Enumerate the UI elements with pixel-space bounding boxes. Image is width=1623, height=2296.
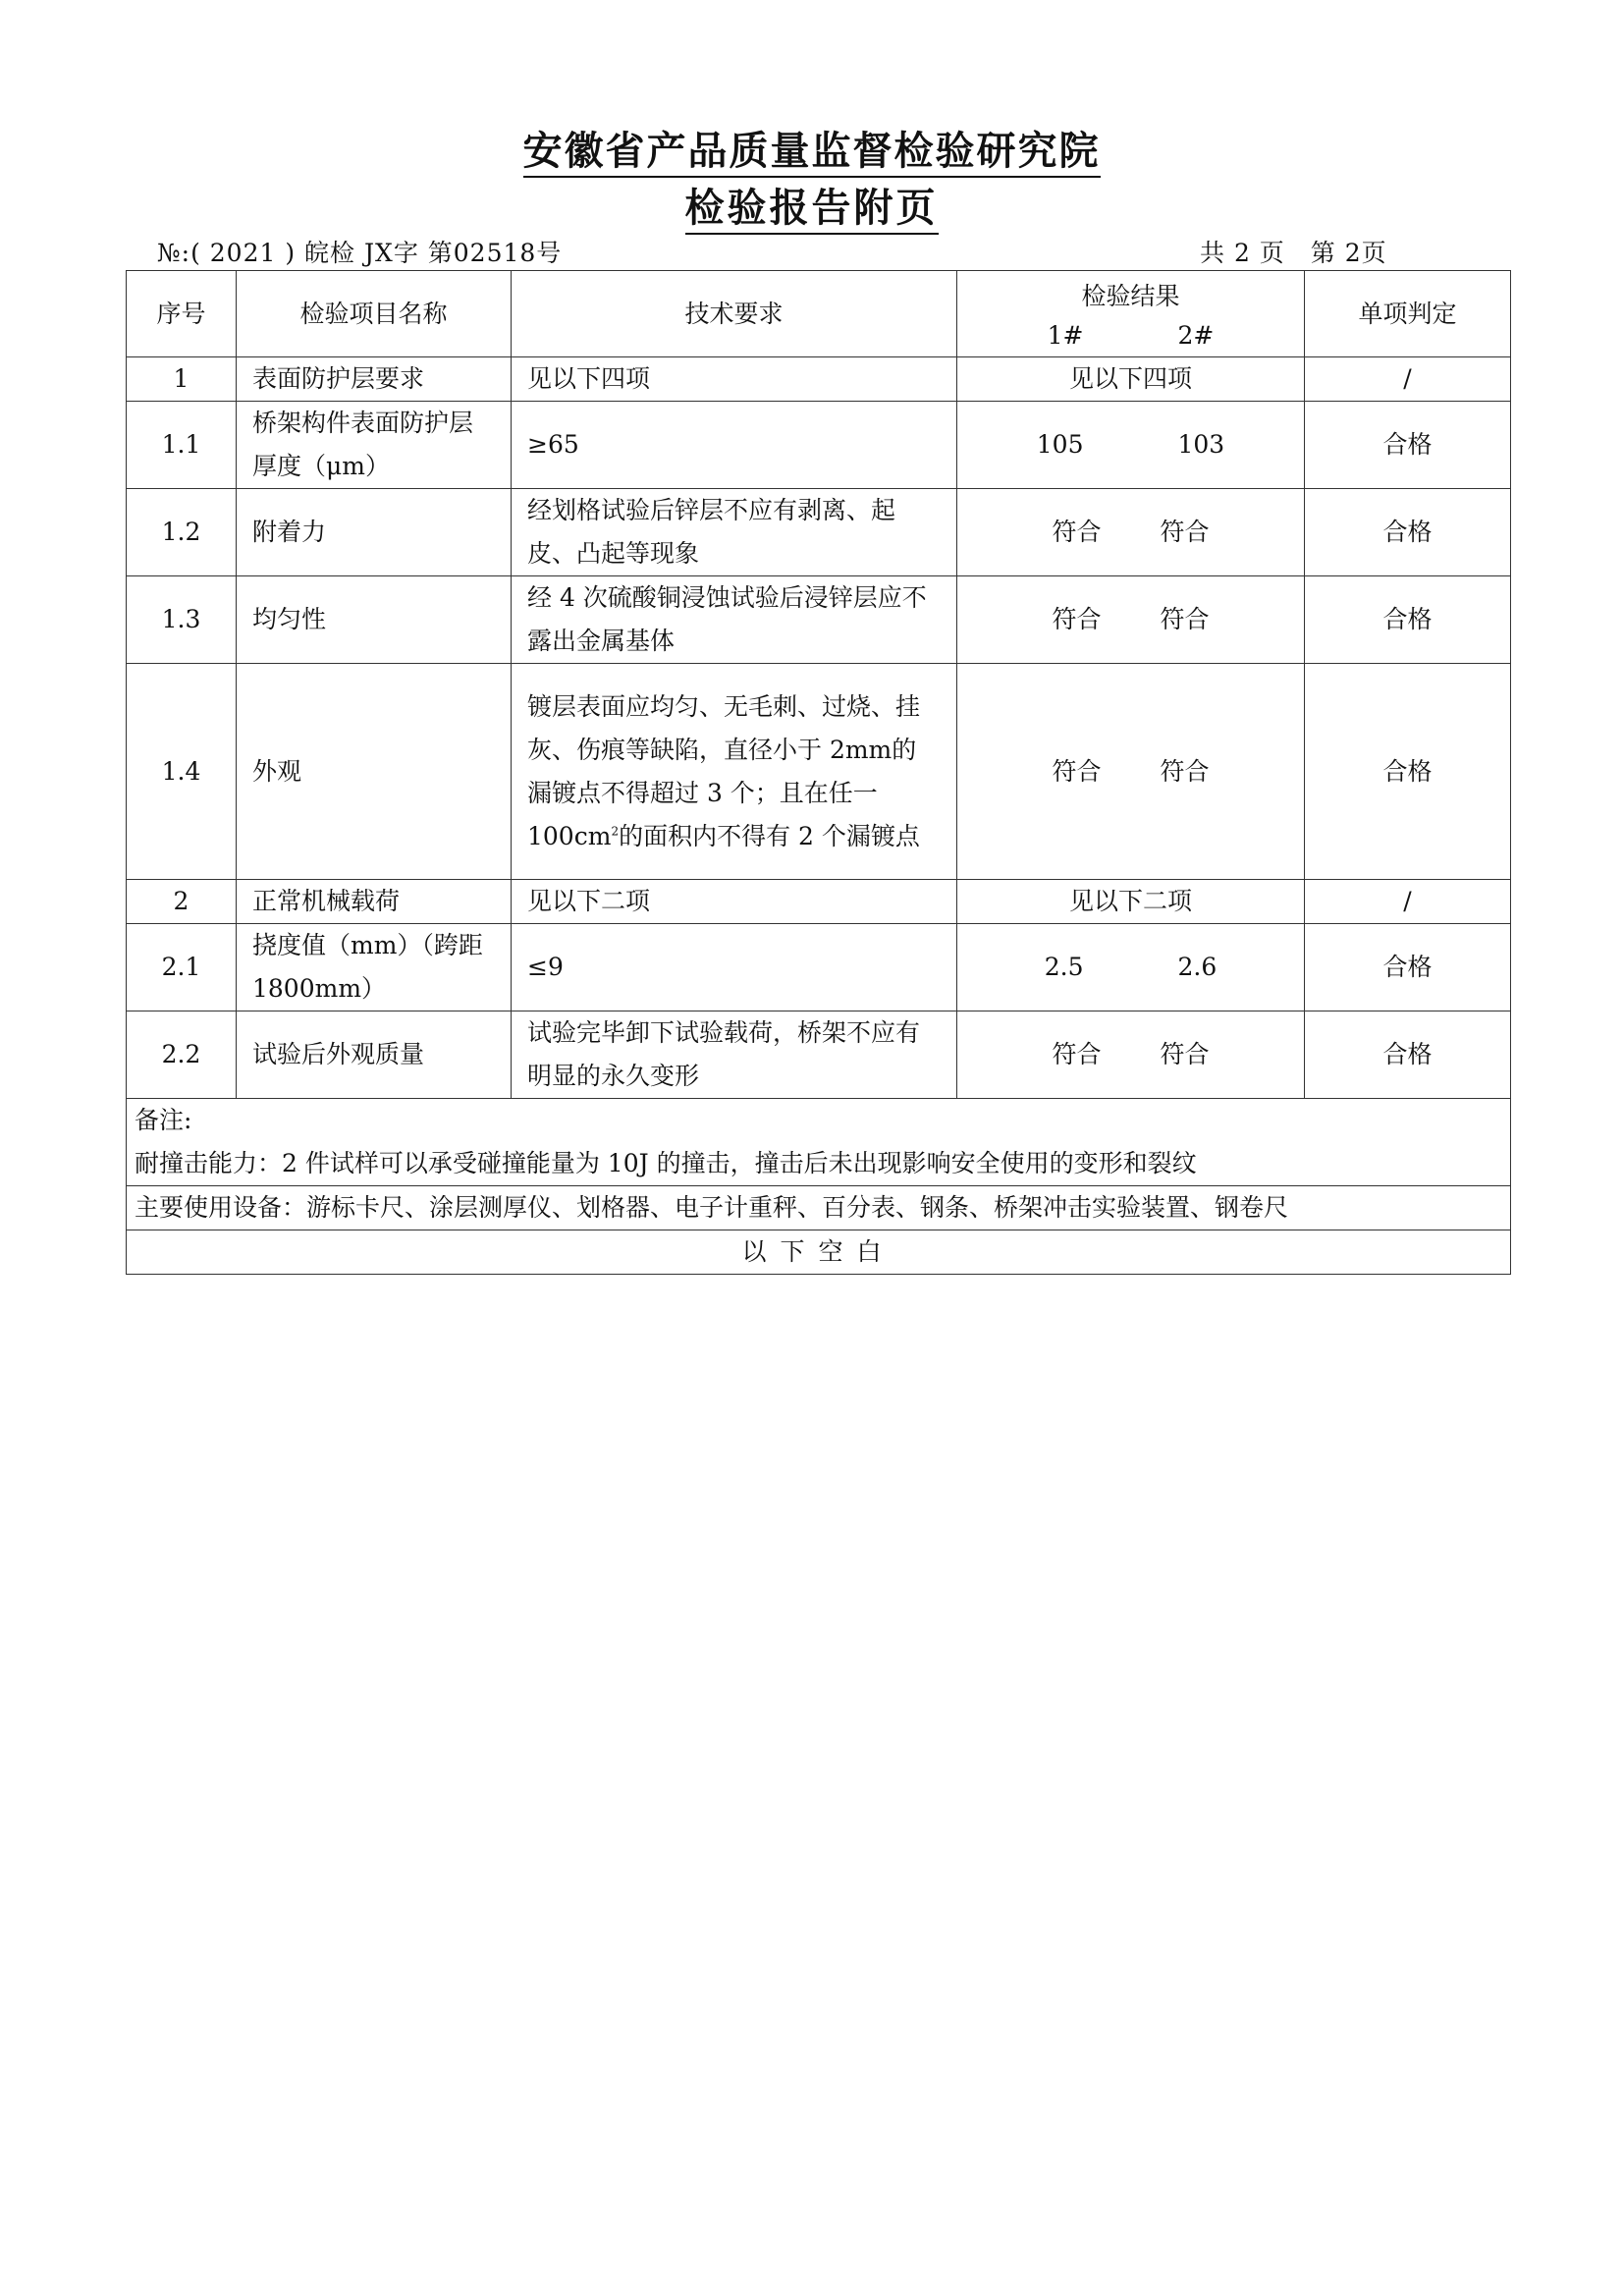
equipment-row	[127, 1186, 1511, 1230]
table-row	[127, 880, 1511, 924]
row-requirement: ≤9	[512, 924, 957, 1011]
header-item: 检验项目名称	[237, 271, 512, 357]
result-sample-1: 符合	[1052, 1040, 1102, 1068]
result-sample-2: 103	[1177, 430, 1225, 459]
header-result	[957, 271, 1305, 357]
table-row	[127, 357, 1511, 402]
header-sample-2: 2#	[1177, 320, 1215, 350]
table-row	[127, 664, 1511, 880]
remarks-label: 备注:	[135, 1106, 192, 1134]
result-sample-2: 符合	[1160, 1040, 1210, 1068]
result-sample-1: 符合	[1052, 518, 1102, 546]
equipment-text: 主要使用设备：游标卡尺、涂层测厚仪、划格器、电子计重秤、百分表、钢条、桥架冲击实验装置、钢卷尺	[127, 1186, 1511, 1230]
row-result	[957, 402, 1305, 489]
row-item: 挠度值（mm）（跨距 1800mm）	[237, 924, 512, 1011]
row-result	[957, 664, 1305, 880]
row-requirement: 试验完毕卸下试验载荷，桥架不应有明显的永久变形	[512, 1011, 957, 1099]
row-verdict: 合格	[1305, 1011, 1511, 1099]
remarks-text: 耐撞击能力：2 件试样可以承受碰撞能量为 10J 的撞击，撞击后未出现影响安全使用的变形和裂纹	[135, 1149, 1197, 1177]
result-sample-1: 符合	[1052, 605, 1102, 633]
row-item: 表面防护层要求	[237, 357, 512, 402]
table-row	[127, 924, 1511, 1011]
page-info: 共 2 页 第 2页	[1200, 239, 1387, 267]
row-result	[957, 489, 1305, 576]
result-sample-1: 2.5	[1044, 953, 1084, 981]
row-verdict: 合格	[1305, 664, 1511, 880]
table-row	[127, 402, 1511, 489]
row-requirement: 见以下四项	[512, 357, 957, 402]
report-number: №:( 2021 ) 皖检 JX字 第02518号	[157, 239, 563, 267]
remarks-cell	[127, 1099, 1511, 1186]
row-verdict: 合格	[1305, 576, 1511, 664]
row-requirement: 经 4 次硫酸铜浸蚀试验后浸锌层应不露出金属基体	[512, 576, 957, 664]
row-item: 试验后外观质量	[237, 1011, 512, 1099]
header-seq: 序号	[127, 271, 237, 357]
row-result	[957, 924, 1305, 1011]
row-verdict: 合格	[1305, 402, 1511, 489]
row-requirement: 见以下二项	[512, 880, 957, 924]
row-verdict: 合格	[1305, 489, 1511, 576]
row-result	[957, 1011, 1305, 1099]
row-seq: 1.1	[127, 402, 237, 489]
row-item: 桥架构件表面防护层厚度（μm）	[237, 402, 512, 489]
result-sample-1: 符合	[1052, 756, 1102, 786]
row-item: 附着力	[237, 489, 512, 576]
result-sample-2: 符合	[1160, 605, 1210, 633]
row-requirement: 镀层表面应均匀、无毛刺、过烧、挂灰、伤痕等缺陷，直径小于 2mm的漏镀点不得超过 3 个；且在任一 $100cm^2$的面积内不得有 2 个漏镀点	[512, 664, 957, 880]
row-requirement: ≥65	[512, 402, 957, 489]
row-verdict: 合格	[1305, 924, 1511, 1011]
row-seq: 2.1	[127, 924, 237, 1011]
row-seq: 1.3	[127, 576, 237, 664]
blank-text: 以下空白	[127, 1230, 1511, 1275]
inspection-table	[126, 270, 1511, 1275]
row-seq: 2	[127, 880, 237, 924]
row-result	[957, 576, 1305, 664]
institute-title: 安徽省产品质量监督检验研究院	[0, 120, 1623, 176]
table-row	[127, 489, 1511, 576]
table-header-row	[127, 271, 1511, 357]
table-row	[127, 576, 1511, 664]
row-seq: 1	[127, 357, 237, 402]
report-subtitle: 检验报告附页	[0, 177, 1623, 233]
row-item: 均匀性	[237, 576, 512, 664]
row-result: 见以下四项	[957, 357, 1305, 402]
row-item: 外观	[237, 664, 512, 880]
row-item: 正常机械载荷	[237, 880, 512, 924]
header-sample-1: 1#	[1047, 320, 1084, 350]
row-verdict: /	[1305, 357, 1511, 402]
header-requirement: 技术要求	[512, 271, 957, 357]
header-result-label: 检验结果	[1081, 281, 1180, 310]
result-sample-2: 2.6	[1177, 953, 1217, 981]
row-seq: 1.4	[127, 664, 237, 880]
row-result: 见以下二项	[957, 880, 1305, 924]
row-seq: 2.2	[127, 1011, 237, 1099]
table-row	[127, 1011, 1511, 1099]
row-requirement: 经划格试验后锌层不应有剥离、起皮、凸起等现象	[512, 489, 957, 576]
header-verdict: 单项判定	[1305, 271, 1511, 357]
result-sample-2: 符合	[1160, 756, 1210, 786]
row-seq: 1.2	[127, 489, 237, 576]
row-verdict: /	[1305, 880, 1511, 924]
result-sample-1: 105	[1036, 430, 1084, 459]
remarks-row	[127, 1099, 1511, 1186]
result-sample-2: 符合	[1160, 518, 1210, 546]
blank-row	[127, 1230, 1511, 1275]
